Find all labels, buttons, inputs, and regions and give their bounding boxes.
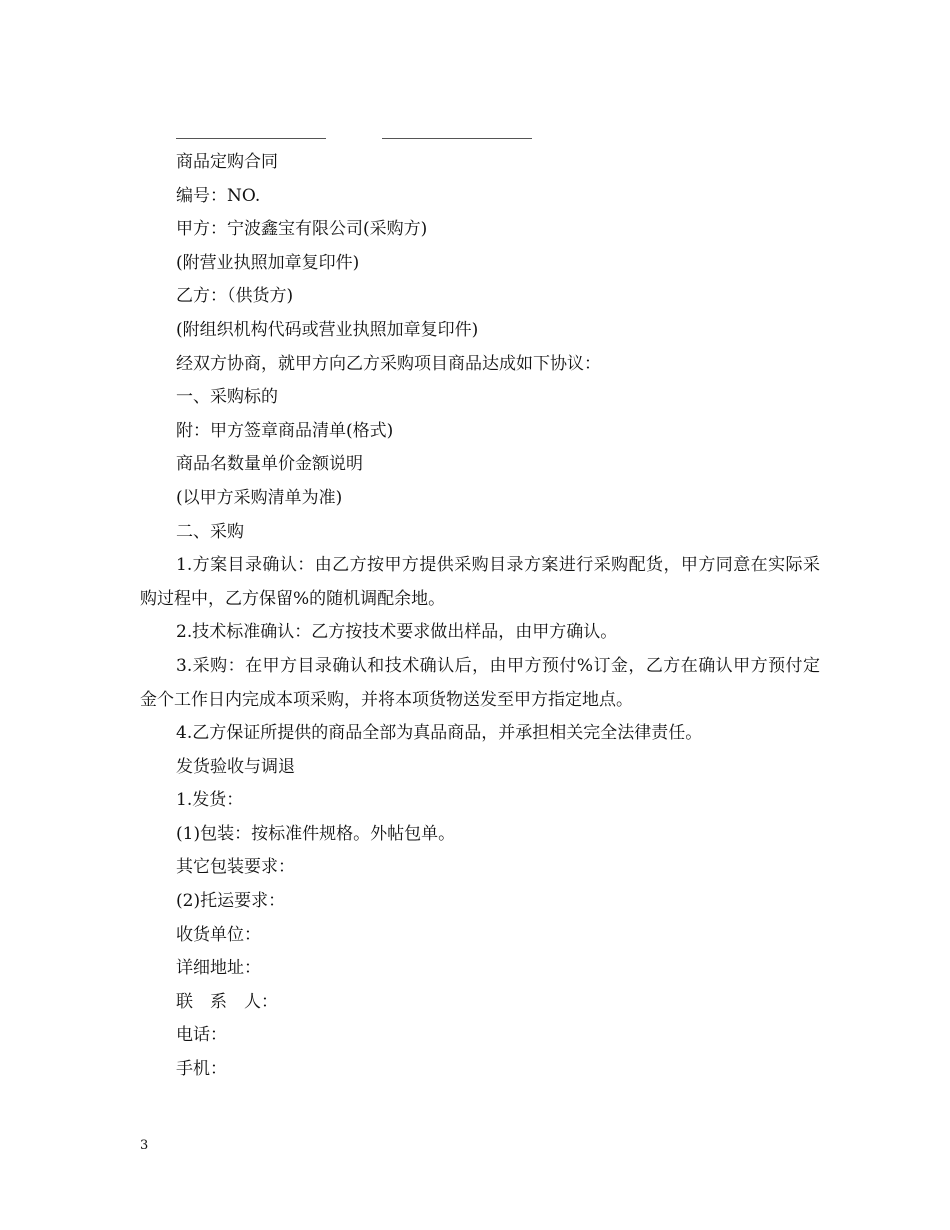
contract-number: 编号：NO. [176,185,261,206]
party-b: 乙方：（供货方) [176,286,294,307]
address: 详细地址： [176,958,261,979]
page-number: 3 [140,1138,149,1153]
goods-list-basis: (以甲方采购清单为准) [176,487,343,508]
document-body [140,146,820,1087]
party-a-attachment: (附营业执照加章复印件) [176,252,360,273]
shipping-requirements: (2)托运要求： [176,891,286,912]
clause-2: 2.技术标准确认：乙方按技术要求做出样品，由甲方确认。 [176,622,618,643]
delivery-heading: 发货验收与调退 [176,756,295,777]
agreement-intro: 经双方协商，就甲方向乙方采购项目商品达成如下协议： [176,353,601,374]
contact-person: 联 系 人： [176,991,278,1012]
telephone: 电话： [176,1025,227,1046]
goods-list-note: 附：甲方签章商品清单(格式) [176,420,394,441]
delivery-subheading: 1.发货： [176,790,244,811]
section-heading-2: 二、采购 [176,521,244,542]
header-rule-right [382,138,532,139]
clause-1: 1.方案目录确认：由乙方按甲方提供采购目录方案进行采购配货，甲方同意在实际采购过程中，乙方保留%的随机调配余地。 [140,555,820,609]
packaging: (1)包装：按标准件规格。外帖包单。 [176,823,456,844]
header-rule-left [176,138,326,139]
section-heading-1: 一、采购标的 [176,387,278,408]
document-title: 商品定购合同 [176,152,278,172]
consignee: 收货单位： [176,924,261,945]
other-packaging: 其它包装要求： [176,857,295,878]
goods-list-columns: 商品名数量单价金额说明 [176,454,363,475]
clause-3: 3.采购：在甲方目录确认和技术确认后，由甲方预付%订金，乙方在确认甲方预付定金个工作日内完成本项采购，并将本项货物送发至甲方指定地点。 [140,655,820,710]
clause-4: 4.乙方保证所提供的商品全部为真品商品，并承担相关完全法律责任。 [176,723,703,744]
party-a: 甲方：宁波鑫宝有限公司(采购方) [176,219,428,240]
mobile: 手机： [176,1059,227,1080]
party-b-attachment: (附组织机构代码或营业执照加章复印件) [176,319,479,340]
